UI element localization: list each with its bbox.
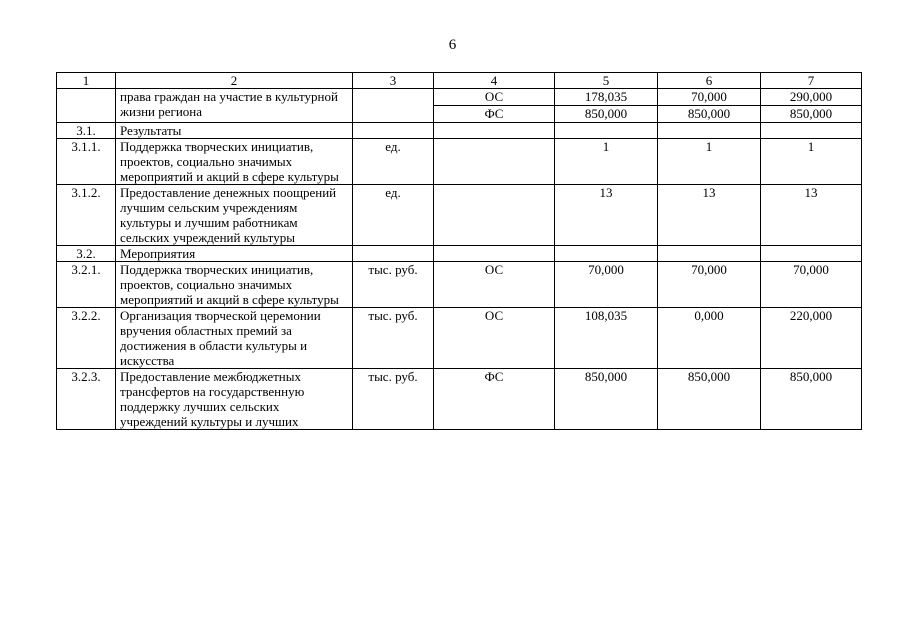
cell-v6 bbox=[658, 246, 761, 262]
cell-name: Мероприятия bbox=[116, 246, 353, 262]
cell-num: 3.2.3. bbox=[57, 369, 116, 430]
column-header: 2 bbox=[116, 73, 353, 89]
cell-v5: 850,000 bbox=[555, 369, 658, 430]
column-header: 4 bbox=[434, 73, 555, 89]
table-row bbox=[57, 246, 862, 262]
cell-unit: тыс. руб. bbox=[353, 369, 434, 430]
cell-v5 bbox=[555, 123, 658, 139]
column-header: 7 bbox=[761, 73, 862, 89]
table-row bbox=[57, 262, 862, 308]
cell-unit bbox=[353, 246, 434, 262]
cell-unit: тыс. руб. bbox=[353, 308, 434, 369]
cell-v7 bbox=[761, 246, 862, 262]
cell-name: Поддержка творческих инициатив, проектов, социально значимых мероприятий и акций в сфере культуры bbox=[116, 262, 353, 308]
cell-name: права граждан на участие в культурной жизни региона bbox=[116, 89, 353, 123]
cell-v7: 850,000 bbox=[761, 369, 862, 430]
column-header: 3 bbox=[353, 73, 434, 89]
cell-name: Предоставление межбюджетных трансфертов на государственную поддержку лучших сельских учреждений культуры и лучших bbox=[116, 369, 353, 430]
cell-source: ОС bbox=[434, 262, 555, 308]
sub-value: 850,000 bbox=[555, 105, 657, 122]
cell-name: Поддержка творческих инициатив, проектов, социально значимых мероприятий и акций в сфере культуры bbox=[116, 139, 353, 185]
cell-v7: 1 bbox=[761, 139, 862, 185]
cell-v5 bbox=[555, 246, 658, 262]
column-header: 1 bbox=[57, 73, 116, 89]
cell-name: Результаты bbox=[116, 123, 353, 139]
cell-v6 bbox=[658, 89, 761, 123]
cell-v6: 850,000 bbox=[658, 369, 761, 430]
sub-value: 850,000 bbox=[658, 105, 760, 122]
cell-num: 3.2.1. bbox=[57, 262, 116, 308]
cell-num: 3.1. bbox=[57, 123, 116, 139]
sub-value: 178,035 bbox=[584, 89, 628, 104]
sub-value: ОС bbox=[484, 89, 504, 104]
cell-num: 3.2.2. bbox=[57, 308, 116, 369]
cell-num bbox=[57, 89, 116, 123]
cell-v7: 220,000 bbox=[761, 308, 862, 369]
cell-v7 bbox=[761, 89, 862, 123]
cell-name: Организация творческой церемонии вручения областных премий за достижения в области культуры и искусства bbox=[116, 308, 353, 369]
program-table bbox=[56, 72, 862, 430]
cell-v6: 0,000 bbox=[658, 308, 761, 369]
cell-unit: ед. bbox=[353, 139, 434, 185]
table-header-row bbox=[57, 73, 862, 89]
cell-source bbox=[434, 185, 555, 246]
cell-v6: 13 bbox=[658, 185, 761, 246]
table-row bbox=[57, 185, 862, 246]
table-row bbox=[57, 369, 862, 430]
table-row bbox=[57, 139, 862, 185]
sub-value: 70,000 bbox=[691, 89, 727, 104]
cell-source: ФС bbox=[434, 369, 555, 430]
cell-source bbox=[434, 139, 555, 185]
cell-v6: 70,000 bbox=[658, 262, 761, 308]
cell-v5: 13 bbox=[555, 185, 658, 246]
table-row bbox=[57, 308, 862, 369]
cell-v6: 1 bbox=[658, 139, 761, 185]
sub-value: 850,000 bbox=[761, 105, 861, 122]
sub-value: 290,000 bbox=[789, 89, 833, 104]
cell-unit bbox=[353, 89, 434, 123]
page-number: 6 bbox=[448, 37, 457, 53]
cell-unit: тыс. руб. bbox=[353, 262, 434, 308]
cell-v7: 13 bbox=[761, 185, 862, 246]
cell-num: 3.1.2. bbox=[57, 185, 116, 246]
cell-source: ОС bbox=[434, 308, 555, 369]
cell-v5: 108,035 bbox=[555, 308, 658, 369]
cell-source bbox=[434, 123, 555, 139]
cell-unit: ед. bbox=[353, 185, 434, 246]
cell-source bbox=[434, 246, 555, 262]
cell-v6 bbox=[658, 123, 761, 139]
cell-num: 3.2. bbox=[57, 246, 116, 262]
cell-v5: 70,000 bbox=[555, 262, 658, 308]
cell-v5: 1 bbox=[555, 139, 658, 185]
cell-v7: 70,000 bbox=[761, 262, 862, 308]
cell-source bbox=[434, 89, 555, 123]
cell-name: Предоставление денежных поощрений лучшим сельским учреждениям культуры и лучшим работникам сельских учреждений культуры bbox=[116, 185, 353, 246]
cell-v5 bbox=[555, 89, 658, 123]
cell-unit bbox=[353, 123, 434, 139]
column-header: 5 bbox=[555, 73, 658, 89]
table-row bbox=[57, 123, 862, 139]
table-row-continuation bbox=[57, 89, 862, 123]
cell-v7 bbox=[761, 123, 862, 139]
sub-value: ФС bbox=[434, 105, 554, 122]
column-header: 6 bbox=[658, 73, 761, 89]
cell-num: 3.1.1. bbox=[57, 139, 116, 185]
